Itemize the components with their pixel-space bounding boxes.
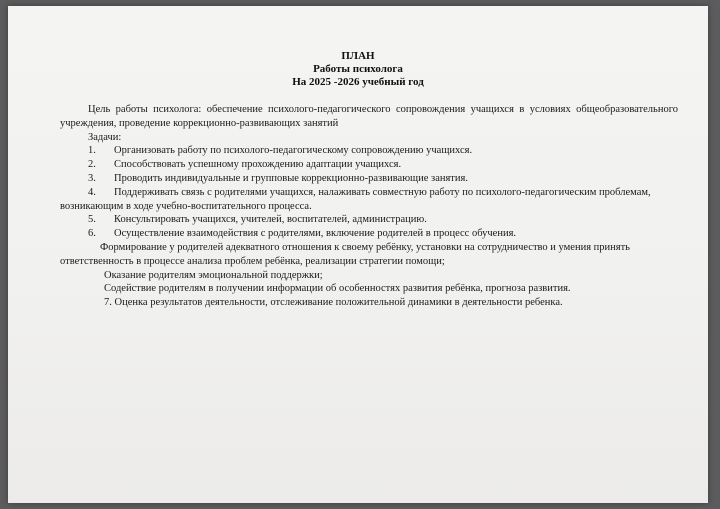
task-text: Проводить индивидуальные и групповые коррекционно-развивающие занятия. (114, 172, 468, 184)
plan-title: ПЛАН (341, 50, 375, 62)
document-page (8, 6, 708, 503)
parents-info-paragraph: Содействие родителям в получении информации об особенностях развития ребёнка, прогноза развития. (104, 283, 571, 295)
tasks-heading: Задачи: (88, 131, 122, 143)
task-text: Поддерживать связь с родителями учащихся, налаживать совместную работу по психолого-педагогическим проблемам, возникающим в ходе учебно-воспитательного процесса. (60, 186, 651, 212)
plan-year: На 2025 -2026 учебный год (292, 76, 424, 88)
goal-paragraph: Цель работы психолога: обеспечение психолого-педагогического сопровождения учащихся в условиях общеобразовательного учреждения, проведение коррекционно-развивающих занятий (60, 104, 678, 129)
task-item (60, 213, 678, 227)
document-header (8, 50, 708, 89)
parents-formation-paragraph: Формирование у родителей адекватного отношения к своему ребёнку, установки на сотрудничество и умения принять ответственность в процессе анализа проблем ребёнка, реализации стратегии помощи; (60, 241, 630, 267)
task-text: Способствовать успешному прохождению адаптации учащихся. (114, 159, 402, 171)
task-item (60, 186, 678, 214)
task-text: Осуществление взаимодействия с родителями, включение родителей в процесс обучения. (114, 228, 517, 240)
task-number: 2. (88, 159, 96, 171)
task-number: 5. (88, 214, 96, 226)
document-body (60, 103, 678, 310)
task-item (60, 172, 678, 186)
task-text: Организовать работу по психолого-педагогическому сопровождению учащихся. (114, 145, 473, 157)
parents-support-paragraph: Оказание родителям эмоциональной поддержки; (104, 269, 323, 281)
plan-subtitle: Работы психолога (313, 63, 403, 75)
task-7-paragraph: 7. Оценка результатов деятельности, отслеживание положительной динамики в деятельности ребенка. (104, 297, 563, 309)
task-number: 4. (88, 186, 96, 198)
task-number: 3. (88, 172, 96, 184)
task-item (60, 227, 678, 241)
task-item (60, 158, 678, 172)
task-number: 6. (88, 228, 96, 240)
task-text: Консультировать учащихся, учителей, воспитателей, администрацию. (114, 214, 427, 226)
task-item (60, 144, 678, 158)
task-number: 1. (88, 145, 96, 157)
